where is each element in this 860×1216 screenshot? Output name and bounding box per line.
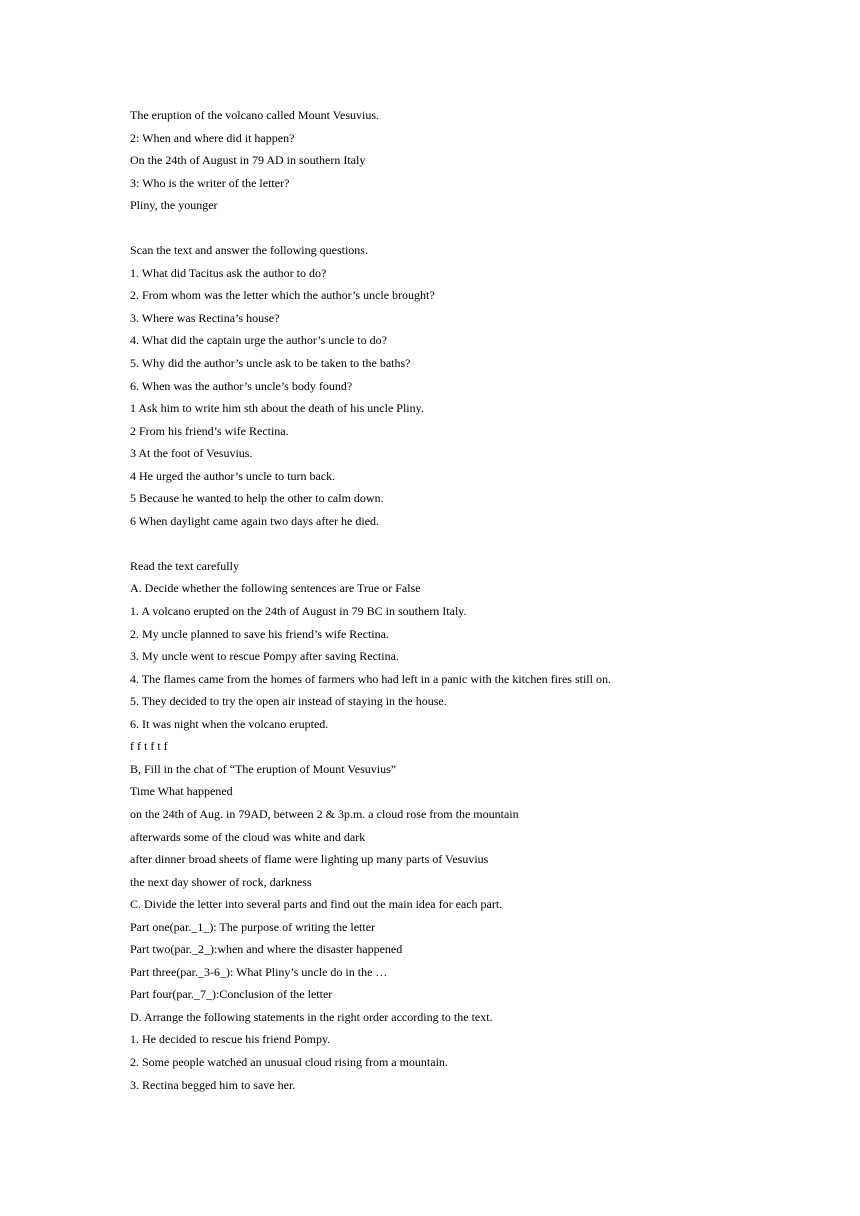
true-false-answer: f f t f t f	[130, 739, 168, 754]
true-false-item: 2. My uncle planned to save his friend’s wife Rectina.	[130, 626, 389, 641]
order-item: 1. He decided to rescue his friend Pompy.	[130, 1032, 331, 1047]
true-false-item: 3. My uncle went to rescue Pompy after saving Rectina.	[130, 649, 399, 664]
part-line: Part three(par._3-6_): What Pliny’s uncle do in the …	[130, 964, 388, 979]
section-b-heading: B, Fill in the chat of “The eruption of Mount Vesuvius”	[130, 761, 397, 776]
chart-line: afterwards some of the cloud was white and dark	[130, 829, 366, 844]
document-body	[130, 104, 830, 1096]
read-heading: Read the text carefully	[130, 558, 239, 573]
part-line: Part two(par._2_):when and where the disaster happened	[130, 942, 403, 957]
scan-answer: 5 Because he wanted to help the other to calm down.	[130, 491, 384, 506]
scan-question: 4. What did the captain urge the author’s uncle to do?	[130, 333, 387, 348]
section-d-heading: D. Arrange the following statements in the right order according to the text.	[130, 1009, 493, 1024]
true-false-item: 4. The flames came from the homes of farmers who had left in a panic with the kitchen fires still on.	[130, 671, 611, 686]
scan-question: 1. What did Tacitus ask the author to do?	[130, 265, 327, 280]
intro-line: On the 24th of August in 79 AD in southern Italy	[130, 153, 366, 168]
part-line: Part one(par._1_): The purpose of writing the letter	[130, 919, 376, 934]
order-item: 2. Some people watched an unusual cloud rising from a mountain.	[130, 1054, 448, 1069]
chart-line: Time What happened	[130, 784, 233, 799]
chart-line: on the 24th of Aug. in 79AD, between 2 & 3p.m. a cloud rose from the mountain	[130, 806, 519, 821]
order-item: 3. Rectina begged him to save her.	[130, 1077, 296, 1092]
scan-heading: Scan the text and answer the following questions.	[130, 243, 368, 258]
scan-question: 5. Why did the author’s uncle ask to be taken to the baths?	[130, 356, 411, 371]
scan-question: 6. When was the author’s uncle’s body found?	[130, 378, 353, 393]
scan-question: 3. Where was Rectina’s house?	[130, 310, 280, 325]
intro-line: 3: Who is the writer of the letter?	[130, 175, 290, 190]
true-false-item: 1. A volcano erupted on the 24th of August in 79 BC in southern Italy.	[130, 604, 467, 619]
intro-line: 2: When and where did it happen?	[130, 130, 295, 145]
scan-answer: 1 Ask him to write him sth about the death of his uncle Pliny.	[130, 401, 424, 416]
chart-line: after dinner broad sheets of flame were lighting up many parts of Vesuvius	[130, 852, 489, 867]
scan-answer: 3 At the foot of Vesuvius.	[130, 446, 253, 461]
section-c-heading: C. Divide the letter into several parts and find out the main idea for each part.	[130, 897, 503, 912]
scan-question: 2. From whom was the letter which the author’s uncle brought?	[130, 288, 435, 303]
scan-answer: 2 From his friend’s wife Rectina.	[130, 423, 289, 438]
blank-line	[130, 217, 830, 240]
intro-line: The eruption of the volcano called Mount Vesuvius.	[130, 108, 380, 122]
scan-answer: 4 He urged the author’s uncle to turn back.	[130, 468, 336, 483]
part-line: Part four(par._7_):Conclusion of the letter	[130, 987, 333, 1002]
blank-line	[130, 532, 830, 555]
chart-line: the next day shower of rock, darkness	[130, 874, 312, 889]
intro-line: Pliny, the younger	[130, 198, 218, 213]
true-false-item: 5. They decided to try the open air instead of staying in the house.	[130, 694, 447, 709]
section-a-heading: A. Decide whether the following sentences are True or False	[130, 581, 421, 596]
scan-answer: 6 When daylight came again two days after he died.	[130, 513, 380, 528]
true-false-item: 6. It was night when the volcano erupted.	[130, 716, 329, 731]
